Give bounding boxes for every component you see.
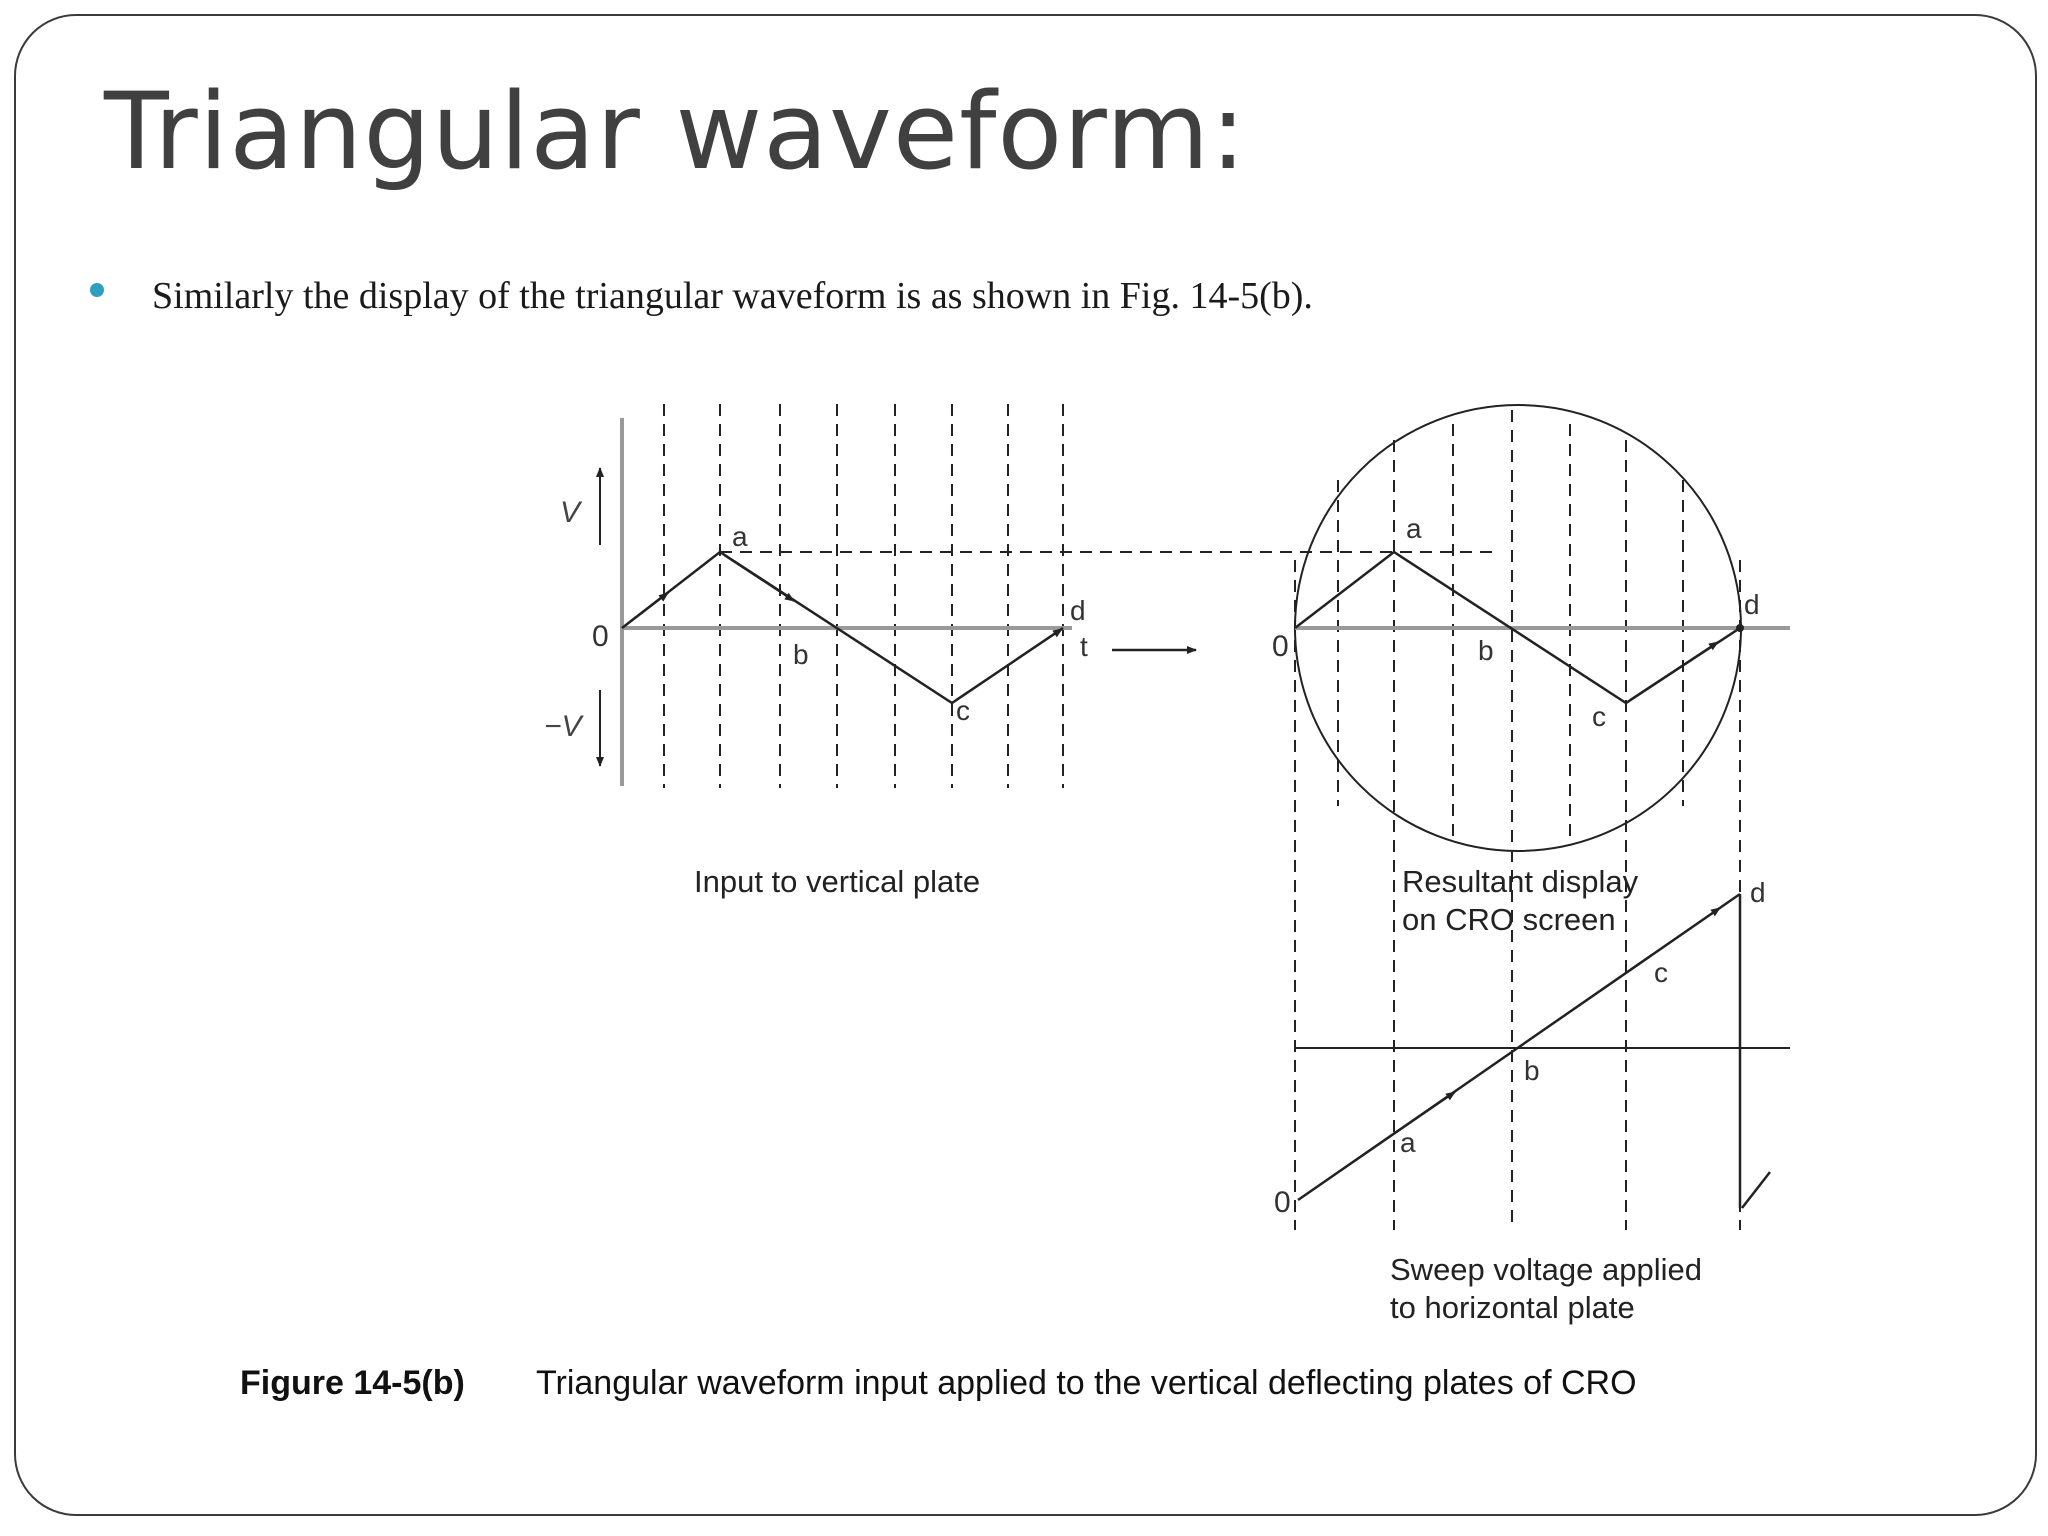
screen-label-c: c [1592, 701, 1606, 732]
sweep-voltage-panel [1274, 877, 1790, 1325]
sweep-caption-line2: to horizontal plate [1390, 1290, 1635, 1325]
label-b: b [793, 639, 809, 670]
direction-arrow-2 [724, 555, 794, 601]
input-caption: Input to vertical plate [694, 864, 981, 899]
time-gridlines [664, 404, 1063, 788]
slide-title: Triangular waveform: [104, 70, 1247, 193]
screen-arrow [1630, 642, 1718, 700]
screen-gridlines [1295, 410, 1740, 1230]
sweep-label-c: c [1654, 957, 1668, 988]
figure-caption-number: Figure 14-5(b) [240, 1364, 465, 1402]
screen-label-origin: 0 [1272, 630, 1289, 663]
screen-caption-line1: Resultant display [1402, 864, 1639, 899]
screen-label-b: b [1478, 635, 1494, 666]
screen-label-d: d [1744, 589, 1760, 620]
label-a: a [732, 521, 748, 552]
cro-screen-panel [1272, 405, 1790, 1230]
label-minus-v: −V [544, 710, 582, 743]
sweep-label-d: d [1750, 877, 1766, 908]
sweep-label-b: b [1524, 1055, 1540, 1086]
sweep-label-a: a [1400, 1127, 1416, 1158]
input-waveform-panel [544, 404, 1500, 899]
screen-endpoint-d [1736, 624, 1744, 632]
sweep-arrow-1 [1340, 1092, 1455, 1171]
label-v: V [560, 496, 581, 529]
label-origin: 0 [592, 620, 609, 653]
sweep-arrow-2 [1630, 908, 1720, 970]
bullet-text: Similarly the display of the triangular waveform is as shown in Fig. 14-5(b). [152, 275, 1313, 317]
label-t: t [1080, 631, 1088, 662]
figure-caption-text: Triangular waveform input applied to the vertical deflecting plates of CRO [536, 1364, 1637, 1402]
label-c: c [956, 695, 970, 726]
screen-caption-line2: on CRO screen [1402, 902, 1616, 937]
sweep-label-origin: 0 [1274, 1186, 1291, 1219]
sweep-restart [1742, 1172, 1770, 1208]
sweep-caption-line1: Sweep voltage applied [1390, 1252, 1702, 1287]
screen-label-a: a [1406, 513, 1422, 544]
label-d: d [1070, 595, 1086, 626]
direction-arrow-1 [630, 593, 668, 622]
